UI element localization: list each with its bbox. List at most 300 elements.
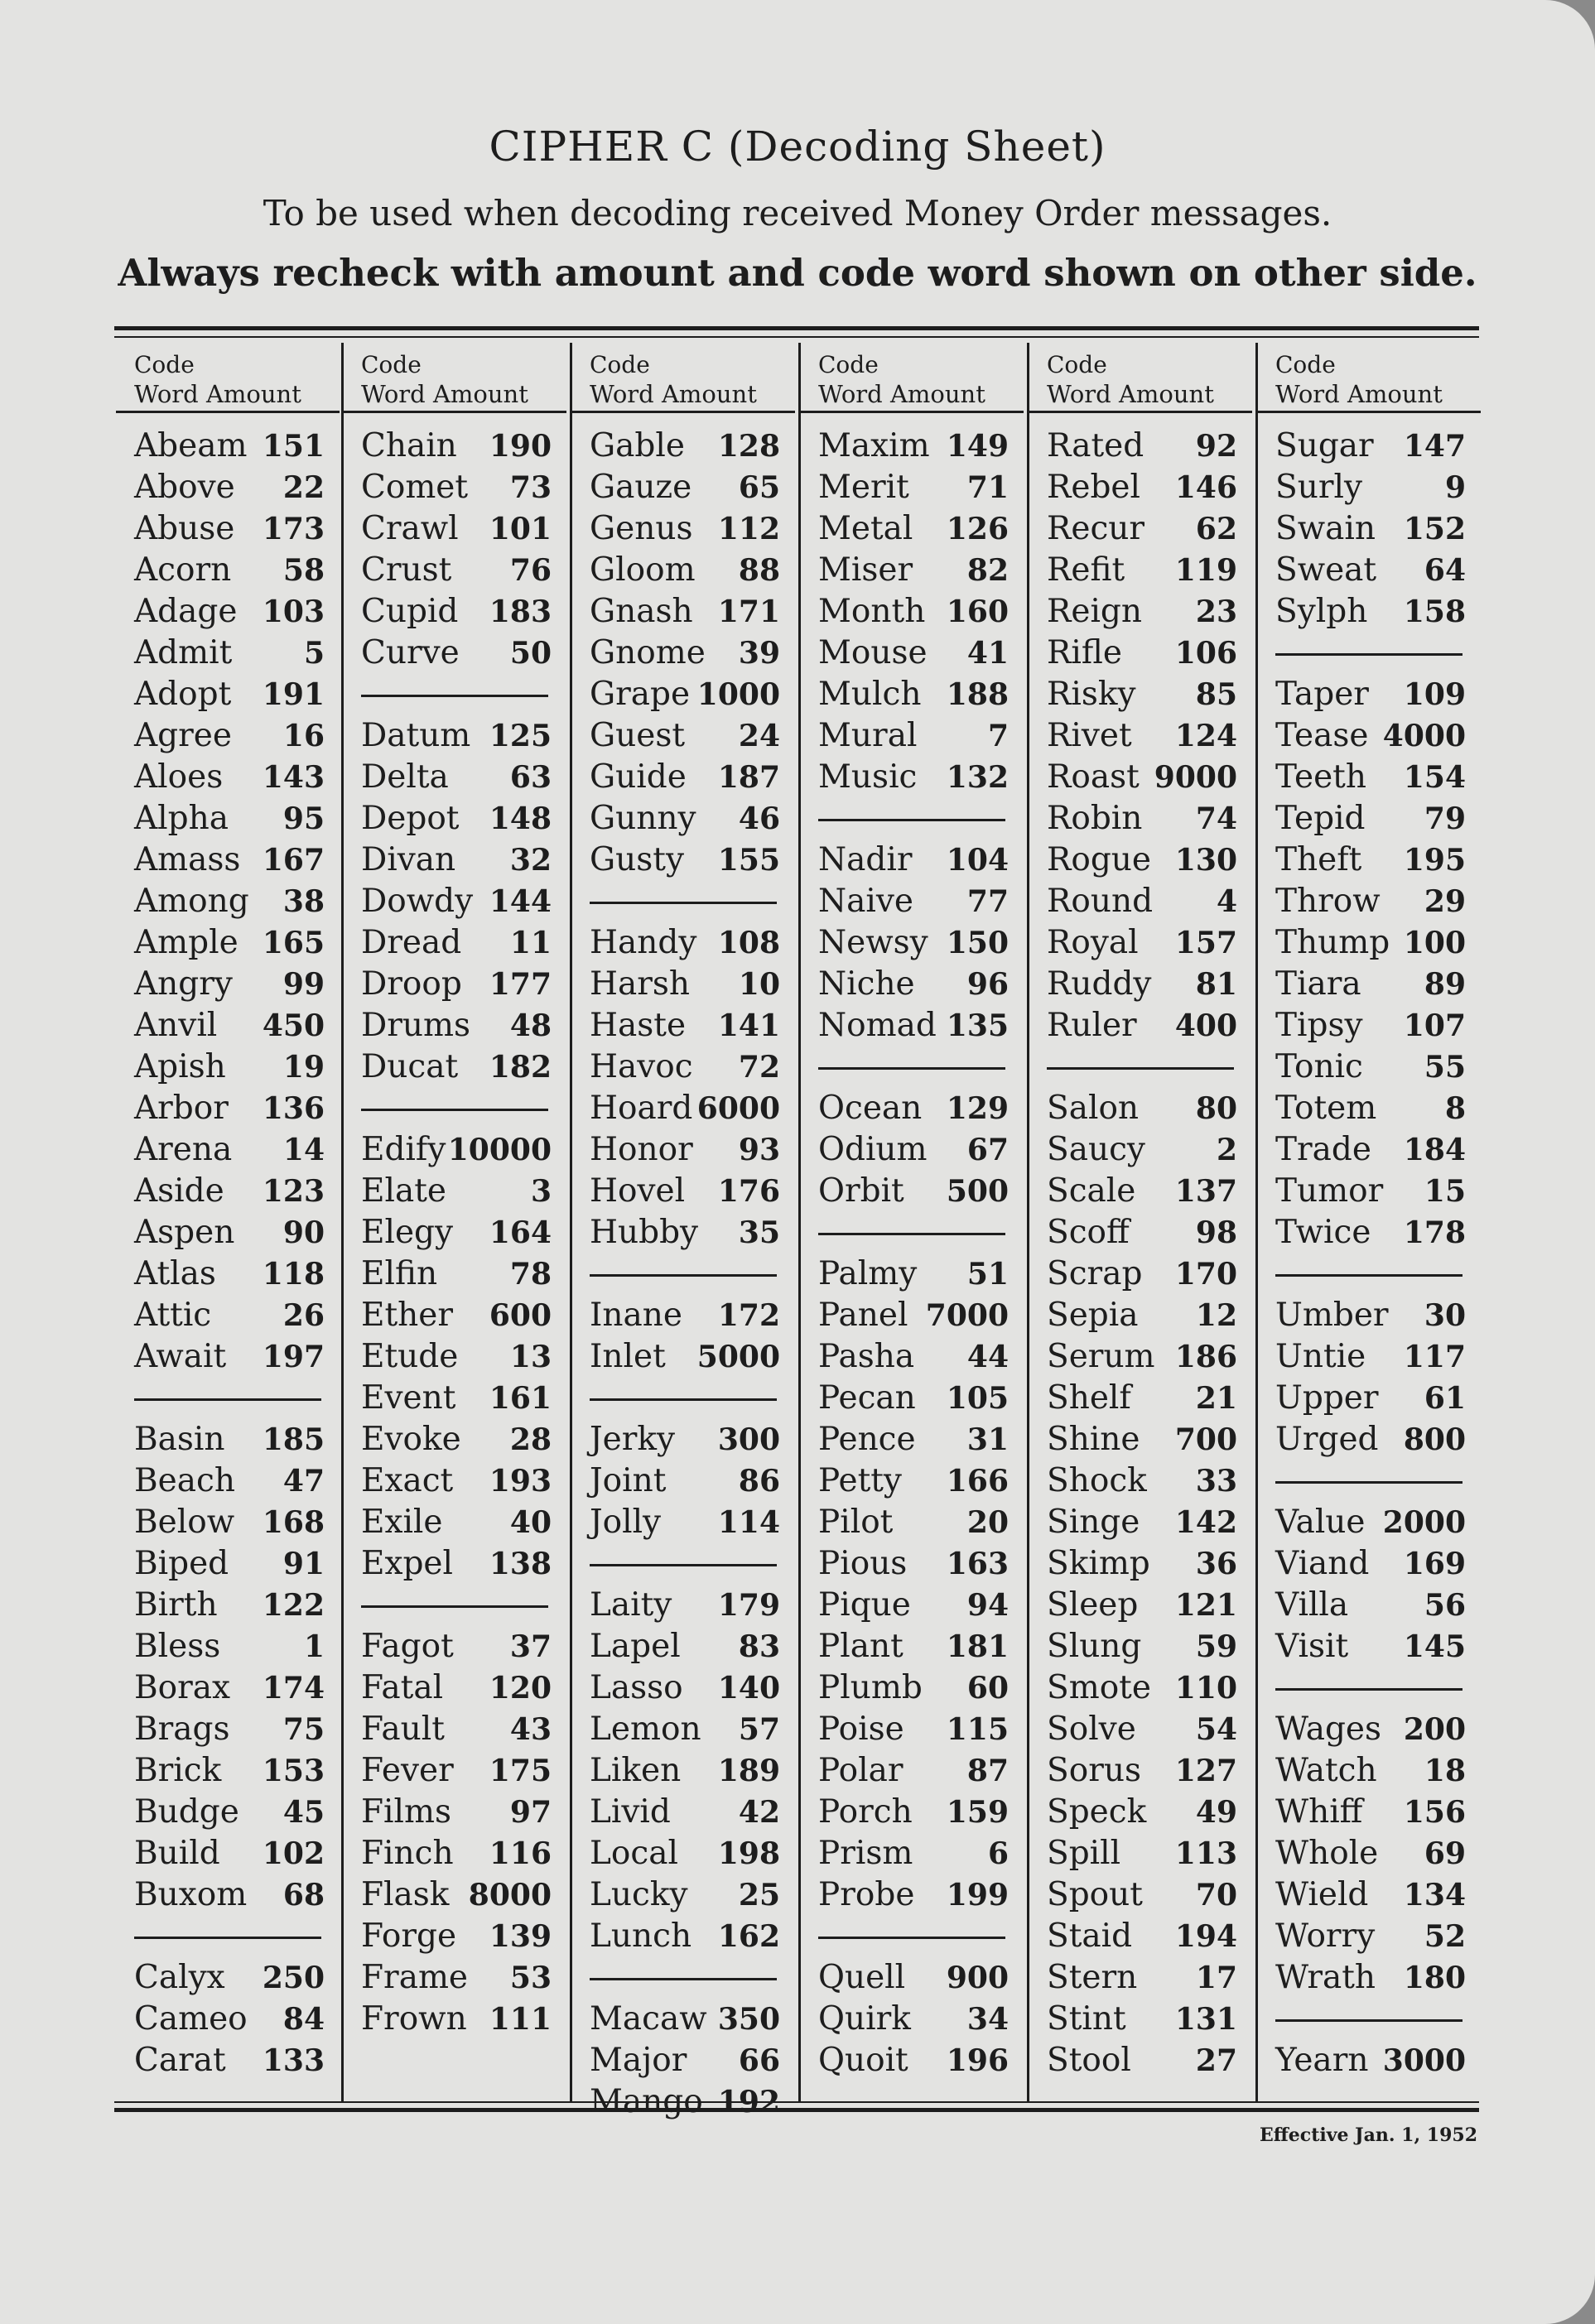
code-amount: 113 xyxy=(1174,1836,1237,1871)
warning-note: Always recheck with amount and code word shown on other side. xyxy=(118,251,1477,295)
code-amount: 126 xyxy=(946,512,1009,546)
code-word: Dread xyxy=(361,924,462,961)
code-entry xyxy=(1275,591,1466,633)
code-amount: 194 xyxy=(1174,1919,1237,1954)
code-entry xyxy=(590,674,780,715)
code-amount: 163 xyxy=(946,1547,1009,1581)
group-divider xyxy=(1275,1274,1462,1277)
code-entry xyxy=(134,2040,325,2081)
code-word: Beach xyxy=(134,1462,235,1499)
code-amount: 98 xyxy=(1195,1215,1237,1250)
code-entry xyxy=(1047,591,1237,633)
code-amount: 56 xyxy=(1424,1588,1466,1623)
code-word: Staid xyxy=(1047,1917,1133,1955)
code-amount: 8000 xyxy=(468,1878,552,1913)
code-word: Polar xyxy=(818,1752,904,1789)
code-word: Quirk xyxy=(818,2000,911,2038)
group-divider xyxy=(1047,1067,1234,1070)
code-entry xyxy=(361,1378,552,1419)
code-word: Handy xyxy=(590,924,697,961)
group-divider xyxy=(590,1564,777,1566)
code-amount: 72 xyxy=(738,1050,780,1085)
code-amount: 350 xyxy=(717,2002,780,2037)
code-word: Untie xyxy=(1275,1338,1366,1375)
code-amount: 27 xyxy=(1195,2043,1237,2078)
group-divider xyxy=(1275,1688,1462,1691)
code-amount: 170 xyxy=(1174,1257,1237,1292)
code-entry xyxy=(818,757,1009,798)
code-word: Shock xyxy=(1047,1462,1147,1499)
group-divider xyxy=(134,1398,321,1401)
code-entry xyxy=(1047,1129,1237,1171)
code-word: Risky xyxy=(1047,676,1136,713)
code-entry xyxy=(1275,1129,1466,1171)
code-entry xyxy=(361,550,552,591)
code-amount: 97 xyxy=(509,1795,552,1830)
code-amount: 38 xyxy=(282,884,325,919)
code-amount: 191 xyxy=(262,677,325,712)
code-word: Calyx xyxy=(134,1959,225,1996)
code-word: Wages xyxy=(1275,1711,1382,1748)
code-amount: 10000 xyxy=(447,1133,552,1167)
code-entry xyxy=(134,922,325,964)
code-amount: 71 xyxy=(966,470,1009,505)
code-word: Yearn xyxy=(1275,2042,1369,2079)
code-entry xyxy=(818,1171,1009,1212)
group-divider xyxy=(590,902,777,904)
code-word: Exact xyxy=(361,1462,454,1499)
code-entry xyxy=(361,1833,552,1874)
code-entry xyxy=(818,633,1009,674)
code-word: Poise xyxy=(818,1711,904,1748)
effective-date: Effective Jan. 1, 1952 xyxy=(1259,2124,1477,2146)
code-entry xyxy=(361,715,552,757)
code-amount: 107 xyxy=(1403,1008,1466,1043)
code-column xyxy=(116,343,340,2101)
code-word: Surly xyxy=(1275,469,1362,506)
code-entry xyxy=(590,1999,780,2040)
code-word: Abuse xyxy=(134,510,235,547)
code-entry xyxy=(818,1088,1009,1129)
code-entry xyxy=(590,1047,780,1088)
code-amount: 196 xyxy=(946,2043,1009,2078)
code-entry xyxy=(818,508,1009,550)
code-word: Teeth xyxy=(1275,758,1366,796)
code-entry xyxy=(818,1585,1009,1626)
code-word: Panel xyxy=(818,1297,908,1334)
code-entry xyxy=(1047,1792,1237,1833)
code-entry xyxy=(1275,1005,1466,1047)
code-amount: 54 xyxy=(1195,1712,1237,1747)
column-header xyxy=(571,349,795,413)
code-entry xyxy=(1275,1419,1466,1460)
code-word: Comet xyxy=(361,469,469,506)
code-word: Round xyxy=(1047,883,1154,920)
code-word: Nadir xyxy=(818,841,913,878)
code-amount: 133 xyxy=(262,2043,325,2078)
code-word: Rated xyxy=(1047,427,1144,464)
code-entry xyxy=(134,1957,325,1999)
code-word: Rifle xyxy=(1047,634,1122,671)
code-word: Scoff xyxy=(1047,1214,1130,1251)
code-word: Ocean xyxy=(818,1090,923,1127)
code-amount: 41 xyxy=(966,636,1009,671)
code-word: Gauze xyxy=(590,469,692,506)
code-amount: 21 xyxy=(1195,1381,1237,1416)
code-word: Delta xyxy=(361,758,449,796)
code-entry xyxy=(134,1129,325,1171)
code-amount: 78 xyxy=(509,1257,552,1292)
code-word: Mural xyxy=(818,717,918,754)
code-entry xyxy=(818,1005,1009,1047)
code-amount: 49 xyxy=(1195,1795,1237,1830)
code-word: Lasso xyxy=(590,1669,683,1706)
code-word: Buxom xyxy=(134,1876,248,1913)
code-amount: 200 xyxy=(1403,1712,1466,1747)
code-word: Atlas xyxy=(134,1255,216,1292)
code-word: Quoit xyxy=(818,2042,908,2079)
code-entry xyxy=(134,1171,325,1212)
code-word: Droop xyxy=(361,965,462,1003)
code-word: Carat xyxy=(134,2042,226,2079)
code-word: Ruler xyxy=(1047,1007,1137,1044)
code-entry xyxy=(590,2040,780,2081)
code-entry xyxy=(1275,1833,1466,1874)
code-entry xyxy=(134,591,325,633)
code-amount: 183 xyxy=(489,594,552,629)
code-entry xyxy=(1047,1419,1237,1460)
code-entry xyxy=(818,2040,1009,2081)
code-amount: 6000 xyxy=(696,1091,780,1126)
header-word-amount-label: Word Amount xyxy=(590,380,757,408)
column-header xyxy=(1029,349,1252,413)
code-word: Odium xyxy=(818,1131,928,1168)
code-entry xyxy=(134,508,325,550)
code-word: Prism xyxy=(818,1835,913,1872)
code-word: Divan xyxy=(361,841,456,878)
code-amount: 158 xyxy=(1403,594,1466,629)
code-entry xyxy=(818,1419,1009,1460)
code-entry xyxy=(134,1626,325,1667)
group-divider xyxy=(1275,2019,1462,2022)
code-amount: 142 xyxy=(1174,1505,1237,1540)
code-amount: 190 xyxy=(489,429,552,464)
code-word: Singe xyxy=(1047,1504,1140,1541)
code-word: Crawl xyxy=(361,510,459,547)
code-entry xyxy=(1047,467,1237,508)
code-word: Pasha xyxy=(818,1338,915,1375)
code-entry xyxy=(590,1916,780,1957)
code-amount: 179 xyxy=(717,1588,780,1623)
code-amount: 136 xyxy=(262,1091,325,1126)
code-amount: 7 xyxy=(987,719,1009,753)
code-entry xyxy=(818,1874,1009,1916)
code-word: Roast xyxy=(1047,758,1140,796)
code-word: Pilot xyxy=(818,1504,894,1541)
code-amount: 76 xyxy=(509,553,552,588)
code-amount: 132 xyxy=(946,760,1009,795)
code-amount: 131 xyxy=(1174,2002,1237,2037)
code-entry xyxy=(590,1502,780,1543)
code-amount: 6 xyxy=(987,1836,1009,1871)
code-amount: 80 xyxy=(1195,1091,1237,1126)
header-word-amount-label: Word Amount xyxy=(818,380,985,408)
code-amount: 103 xyxy=(262,594,325,629)
code-entry xyxy=(1047,633,1237,674)
code-amount: 84 xyxy=(282,2002,325,2037)
code-entry xyxy=(818,1792,1009,1833)
code-amount: 125 xyxy=(489,719,552,753)
code-word: Urged xyxy=(1275,1421,1379,1458)
code-word: Jolly xyxy=(590,1504,662,1541)
code-amount: 176 xyxy=(717,1174,780,1209)
code-word: Ruddy xyxy=(1047,965,1152,1003)
code-amount: 800 xyxy=(1403,1422,1466,1457)
code-entry xyxy=(818,840,1009,881)
code-amount: 154 xyxy=(1403,760,1466,795)
code-entry xyxy=(590,550,780,591)
code-entry xyxy=(361,922,552,964)
code-amount: 134 xyxy=(1403,1878,1466,1913)
bottom-rule-thick xyxy=(114,2108,1479,2112)
bottom-rule-thin xyxy=(114,2101,1479,2103)
code-word: Tumor xyxy=(1275,1172,1384,1210)
code-entry xyxy=(818,1253,1009,1295)
code-word: Newsy xyxy=(818,924,928,961)
code-word: Spill xyxy=(1047,1835,1121,1872)
code-entry xyxy=(1275,1792,1466,1833)
code-word: Scrap xyxy=(1047,1255,1143,1292)
code-amount: 91 xyxy=(282,1547,325,1581)
code-amount: 181 xyxy=(946,1629,1009,1664)
code-entry xyxy=(1275,1957,1466,1999)
code-entry xyxy=(590,757,780,798)
code-word: Guest xyxy=(590,717,686,754)
code-amount: 94 xyxy=(966,1588,1009,1623)
code-amount: 182 xyxy=(489,1050,552,1085)
code-entry xyxy=(361,1295,552,1336)
code-entry xyxy=(590,426,780,467)
code-word: Metal xyxy=(818,510,913,547)
code-word: Stint xyxy=(1047,2000,1126,2038)
code-word: Inane xyxy=(590,1297,682,1334)
code-word: Event xyxy=(361,1379,456,1417)
code-entry xyxy=(590,1585,780,1626)
code-word: Viand xyxy=(1275,1545,1370,1582)
code-word: Macaw xyxy=(590,2000,707,2038)
code-entry xyxy=(1047,674,1237,715)
code-amount: 65 xyxy=(738,470,780,505)
code-amount: 16 xyxy=(282,719,325,753)
code-word: Angry xyxy=(134,965,233,1003)
code-entry xyxy=(134,881,325,922)
code-amount: 44 xyxy=(966,1340,1009,1374)
code-word: Honor xyxy=(590,1131,693,1168)
code-amount: 77 xyxy=(966,884,1009,919)
code-word: Etude xyxy=(361,1338,459,1375)
code-word: Tease xyxy=(1275,717,1369,754)
code-entry xyxy=(361,757,552,798)
code-word: Probe xyxy=(818,1876,915,1913)
code-amount: 67 xyxy=(966,1133,1009,1167)
code-word: Sylph xyxy=(1275,593,1368,630)
code-entry xyxy=(818,1750,1009,1792)
code-amount: 173 xyxy=(262,512,325,546)
code-entry xyxy=(1275,508,1466,550)
code-word: Shelf xyxy=(1047,1379,1131,1417)
code-amount: 36 xyxy=(1195,1547,1237,1581)
code-word: Elegy xyxy=(361,1214,454,1251)
code-amount: 178 xyxy=(1403,1215,1466,1250)
code-word: Birth xyxy=(134,1586,218,1624)
code-entry xyxy=(1047,1378,1237,1419)
page-title: CIPHER C (Decoding Sheet) xyxy=(489,123,1106,171)
code-word: Speck xyxy=(1047,1793,1147,1831)
code-amount: 199 xyxy=(946,1878,1009,1913)
code-word: Niche xyxy=(818,965,915,1003)
code-amount: 117 xyxy=(1403,1340,1466,1374)
code-amount: 99 xyxy=(282,967,325,1002)
code-entry xyxy=(1275,922,1466,964)
code-word: Maxim xyxy=(818,427,930,464)
group-divider xyxy=(361,1605,548,1608)
code-word: Whole xyxy=(1275,1835,1379,1872)
code-amount: 9 xyxy=(1444,470,1466,505)
code-entry xyxy=(590,633,780,674)
code-entry xyxy=(818,1129,1009,1171)
code-word: Sugar xyxy=(1275,427,1374,464)
code-amount: 82 xyxy=(966,553,1009,588)
code-amount: 81 xyxy=(1195,967,1237,1002)
code-word: Spout xyxy=(1047,1876,1143,1913)
code-entry xyxy=(1047,1005,1237,1047)
code-amount: 193 xyxy=(489,1464,552,1499)
code-word: Basin xyxy=(134,1421,225,1458)
code-word: Umber xyxy=(1275,1297,1389,1334)
code-word: Gunny xyxy=(590,800,696,837)
code-amount: 122 xyxy=(262,1588,325,1623)
code-word: Adopt xyxy=(134,676,232,713)
code-entry xyxy=(134,1709,325,1750)
code-entry xyxy=(361,1502,552,1543)
code-amount: 164 xyxy=(489,1215,552,1250)
code-entry xyxy=(134,1005,325,1047)
code-word: Cameo xyxy=(134,2000,248,2038)
code-entry xyxy=(134,633,325,674)
code-word: Ducat xyxy=(361,1048,459,1085)
code-word: Datum xyxy=(361,717,471,754)
code-word: Mulch xyxy=(818,676,922,713)
code-entry xyxy=(134,674,325,715)
header-code-label: Code xyxy=(1047,351,1107,378)
code-amount: 172 xyxy=(717,1298,780,1333)
code-entry xyxy=(1047,1212,1237,1253)
code-word: Lapel xyxy=(590,1628,681,1665)
code-amount: 148 xyxy=(489,801,552,836)
code-amount: 101 xyxy=(489,512,552,546)
code-entry xyxy=(818,1543,1009,1585)
code-word: Admit xyxy=(134,634,233,671)
code-amount: 64 xyxy=(1424,553,1466,588)
code-word: Frame xyxy=(361,1959,469,1996)
code-entry xyxy=(1047,1999,1237,2040)
code-entry xyxy=(1275,1543,1466,1585)
code-word: Smote xyxy=(1047,1669,1151,1706)
code-word: Stool xyxy=(1047,2042,1131,2079)
code-amount: 147 xyxy=(1403,429,1466,464)
code-word: Jerky xyxy=(590,1421,676,1458)
code-amount: 69 xyxy=(1424,1836,1466,1871)
code-entry xyxy=(361,1626,552,1667)
group-divider xyxy=(361,1109,548,1111)
code-amount: 8 xyxy=(1444,1091,1466,1126)
code-entry xyxy=(818,1999,1009,2040)
code-entry xyxy=(361,1171,552,1212)
code-amount: 188 xyxy=(946,677,1009,712)
code-entry xyxy=(1275,1709,1466,1750)
code-word: Joint xyxy=(590,1462,667,1499)
code-word: Worry xyxy=(1275,1917,1376,1955)
code-entry xyxy=(590,840,780,881)
code-amount: 124 xyxy=(1174,719,1237,753)
code-amount: 68 xyxy=(282,1878,325,1913)
code-entry xyxy=(361,1916,552,1957)
group-divider xyxy=(818,819,1005,821)
code-word: Solve xyxy=(1047,1711,1136,1748)
code-amount: 48 xyxy=(509,1008,552,1043)
code-entry xyxy=(1275,1874,1466,1916)
code-word: Alpha xyxy=(134,800,229,837)
code-amount: 159 xyxy=(946,1795,1009,1830)
code-word: Tiara xyxy=(1275,965,1361,1003)
code-entry xyxy=(590,1709,780,1750)
code-amount: 32 xyxy=(509,843,552,878)
code-word: Hoard xyxy=(590,1090,693,1127)
code-word: Laity xyxy=(590,1586,672,1624)
code-entry xyxy=(361,798,552,840)
code-word: Salon xyxy=(1047,1090,1140,1127)
code-entry xyxy=(590,1088,780,1129)
code-word: Throw xyxy=(1275,883,1381,920)
code-entry xyxy=(1047,1667,1237,1709)
code-entry xyxy=(1275,674,1466,715)
code-entry xyxy=(134,1502,325,1543)
code-amount: 34 xyxy=(966,2002,1009,2037)
code-word: Slung xyxy=(1047,1628,1142,1665)
code-amount: 185 xyxy=(262,1422,325,1457)
code-amount: 145 xyxy=(1403,1629,1466,1664)
code-word: Forge xyxy=(361,1917,457,1955)
code-entry xyxy=(361,1005,552,1047)
code-word: Pious xyxy=(818,1545,908,1582)
code-entry xyxy=(1047,1626,1237,1667)
code-column xyxy=(1257,343,1481,2101)
code-entry xyxy=(1047,715,1237,757)
code-entry xyxy=(361,1667,552,1709)
code-word: Fagot xyxy=(361,1628,454,1665)
code-amount: 600 xyxy=(489,1298,552,1333)
code-word: Nomad xyxy=(818,1007,937,1044)
code-amount: 900 xyxy=(946,1961,1009,1995)
code-word: Watch xyxy=(1275,1752,1377,1789)
code-amount: 144 xyxy=(489,884,552,919)
code-entry xyxy=(590,1750,780,1792)
code-amount: 93 xyxy=(738,1133,780,1167)
code-entry xyxy=(361,1874,552,1916)
code-amount: 40 xyxy=(509,1505,552,1540)
code-amount: 60 xyxy=(966,1671,1009,1706)
code-amount: 14 xyxy=(282,1133,325,1167)
